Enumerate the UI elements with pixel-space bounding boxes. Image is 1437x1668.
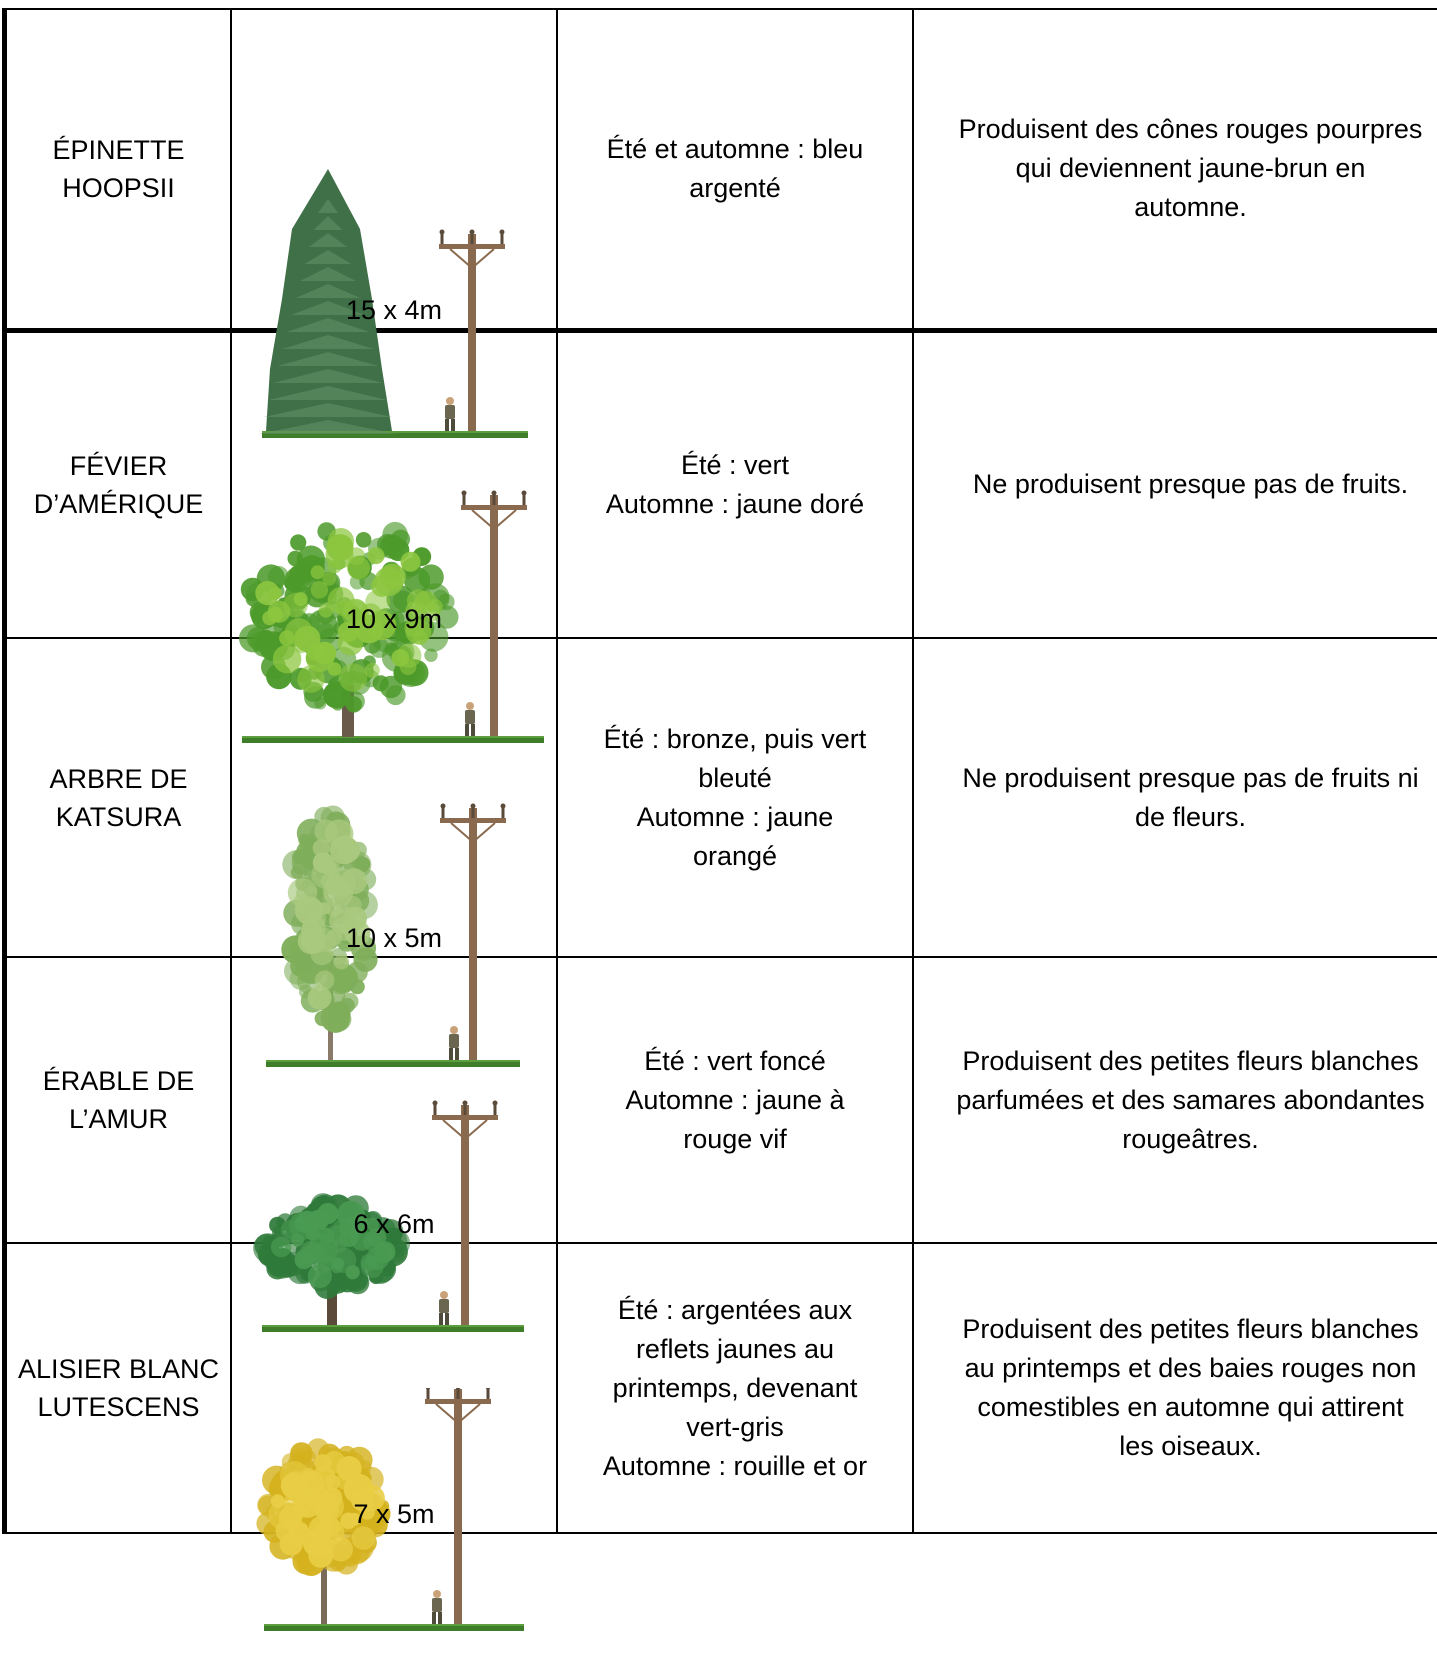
fruits-cell xyxy=(913,957,1437,1243)
tree-dimensions: 7 x 5m xyxy=(232,1498,556,1530)
foliage-text: Été : vert Automne : jaune doré xyxy=(606,450,864,519)
table-row xyxy=(5,957,1437,1243)
foliage-cell xyxy=(557,330,913,638)
fruits-text: Produisent des cônes rouges pourpres qui deviennent jaune-brun en automne. xyxy=(959,114,1423,222)
foliage-text: Été : bronze, puis vert bleuté Automne : jaune orangé xyxy=(604,724,867,871)
foliage-text: Été : vert foncé Automne : jaune à rouge vif xyxy=(625,1046,844,1154)
whitebeam-tree-icon xyxy=(256,1438,390,1624)
fruits-cell xyxy=(913,1243,1437,1533)
foliage-cell xyxy=(557,957,913,1243)
tree-name-cell xyxy=(5,1243,232,1533)
fruits-text: Produisent des petites fleurs blanches parfumées et des samares abondantes rougeâtres. xyxy=(956,1046,1424,1154)
tree-name: FÉVIER D’AMÉRIQUE xyxy=(34,451,204,519)
foliage-cell xyxy=(557,1243,913,1533)
tree-name-cell xyxy=(5,330,232,638)
tree-image-cell xyxy=(231,957,557,1243)
tree-image-cell xyxy=(231,638,557,957)
tree-name: ÉRABLE DE L’AMUR xyxy=(43,1066,195,1134)
tree-image-cell xyxy=(231,1243,557,1533)
tree-dimensions: 10 x 5m xyxy=(232,922,556,954)
table-row xyxy=(5,330,1437,638)
fruits-text: Ne produisent presque pas de fruits ni de fleurs. xyxy=(962,763,1418,832)
tree-dimensions: 10 x 9m xyxy=(232,603,556,635)
foliage-text: Été et automne : bleu argenté xyxy=(607,134,864,203)
table-row xyxy=(5,1243,1437,1533)
fruits-cell xyxy=(913,9,1437,330)
fruits-text: Produisent des petites fleurs blanches au printemps et des baies rouges non comestibles en automne qui attirent les oiseaux. xyxy=(962,1314,1418,1461)
person-icon xyxy=(432,1590,442,1624)
tree-dimensions: 15 x 4m xyxy=(232,294,556,326)
table-row xyxy=(5,9,1437,330)
tree-name-cell xyxy=(5,957,232,1243)
fruits-cell xyxy=(913,330,1437,638)
tree-name-cell xyxy=(5,638,232,957)
foliage-cell xyxy=(557,9,913,330)
tree-name: ARBRE DE KATSURA xyxy=(49,764,187,832)
fruits-cell xyxy=(913,638,1437,957)
foliage-cell xyxy=(557,638,913,957)
tree-dimensions: 6 x 6m xyxy=(232,1208,556,1240)
tree-image-cell xyxy=(231,330,557,638)
foliage-text: Été : argentées aux reflets jaunes au printemps, devenant vert-gris Automne : rouille et or xyxy=(603,1295,867,1481)
tree-name: ALISIER BLANC LUTESCENS xyxy=(18,1354,219,1422)
tree-name: ÉPINETTE HOOPSII xyxy=(52,135,184,203)
tree-image-cell xyxy=(231,9,557,330)
fruits-text: Ne produisent presque pas de fruits. xyxy=(973,469,1408,499)
table-row xyxy=(5,638,1437,957)
grass-icon xyxy=(264,1624,524,1631)
tree-name-cell xyxy=(5,9,232,330)
trees-table xyxy=(2,8,1437,1534)
